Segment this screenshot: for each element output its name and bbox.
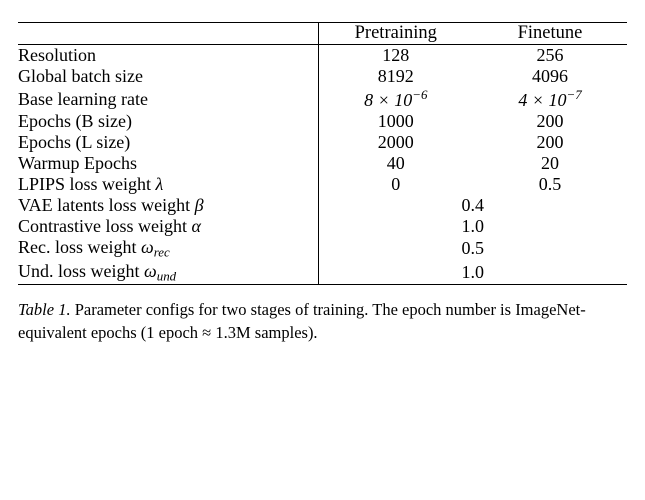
table-caption xyxy=(18,299,627,345)
row-value-pretraining: 40 xyxy=(318,153,473,174)
row-value-shared: 1.0 xyxy=(318,216,627,237)
row-label: Contrastive loss weight α xyxy=(18,216,201,236)
alpha-symbol: α xyxy=(191,216,201,236)
row-label: LPIPS loss weight λ xyxy=(18,174,164,194)
table-row xyxy=(18,174,627,195)
row-value-finetune: 200 xyxy=(536,111,564,131)
row-value-shared: 0.4 xyxy=(318,195,627,216)
rule-segment xyxy=(318,285,473,286)
row-value-finetune: 256 xyxy=(536,45,564,65)
row-label: VAE latents loss weight β xyxy=(18,195,204,215)
rule-segment xyxy=(473,285,627,286)
row-value-finetune: 0.5 xyxy=(538,174,562,194)
row-value-pretraining: 128 xyxy=(318,45,473,66)
omega-rec-symbol: $\omega_{rec}$ xyxy=(141,237,170,260)
parameter-config-table xyxy=(18,22,627,285)
row-value-finetune: 20 xyxy=(541,153,559,173)
row-label: Base learning rate xyxy=(18,88,148,109)
row-value-finetune: 4096 xyxy=(532,66,568,86)
header-pretraining: Pretraining xyxy=(318,23,473,45)
table-row xyxy=(18,237,627,261)
table-rule-bottom xyxy=(18,285,627,286)
table-row xyxy=(18,216,627,237)
row-label: Rec. loss weight $\omega_{rec}$ xyxy=(18,237,170,260)
lr-pretrain-math: $8 \times 10^{-6}$ xyxy=(364,87,428,110)
row-value-pretraining xyxy=(318,87,473,111)
lr-finetune-math: $4 \times 10^{-7}$ xyxy=(518,87,582,110)
row-label: Epochs (B size) xyxy=(18,111,132,131)
row-label: Resolution xyxy=(18,45,97,65)
table-row xyxy=(18,261,627,285)
row-label: Epochs (L size) xyxy=(18,132,131,152)
table-row xyxy=(18,132,627,153)
beta-symbol: β xyxy=(194,195,204,215)
table-row xyxy=(18,111,627,132)
lambda-symbol: λ xyxy=(155,174,164,194)
header-finetune: Finetune xyxy=(517,23,583,43)
row-value-finetune: 200 xyxy=(536,132,564,152)
table-header-row xyxy=(18,23,627,45)
table-row xyxy=(18,87,627,111)
omega-und-symbol: $\omega_{und}$ xyxy=(144,260,177,284)
row-value-pretraining: 1000 xyxy=(318,111,473,132)
table-row xyxy=(18,195,627,216)
row-value-finetune xyxy=(473,87,627,111)
header-label-col xyxy=(18,23,318,45)
rule-segment xyxy=(18,285,318,286)
row-label: Global batch size xyxy=(18,66,143,86)
row-value-pretraining: 8192 xyxy=(318,66,473,87)
row-label: Warmup Epochs xyxy=(18,153,138,173)
row-value-shared: 1.0 xyxy=(318,261,627,285)
table-row xyxy=(18,153,627,174)
row-value-pretraining: 0 xyxy=(318,174,473,195)
caption-text: Parameter configs for two stages of training. The epoch number is ImageNet-equivalent epochs (1 epoch ≈ 1.3M samples). xyxy=(18,300,586,343)
row-value-pretraining: 2000 xyxy=(318,132,473,153)
table-row xyxy=(18,45,627,66)
row-value-shared: 0.5 xyxy=(318,237,627,261)
table-row xyxy=(18,66,627,87)
row-label: Und. loss weight $\omega_{und}$ xyxy=(18,260,177,284)
caption-number: Table 1. xyxy=(18,300,71,320)
